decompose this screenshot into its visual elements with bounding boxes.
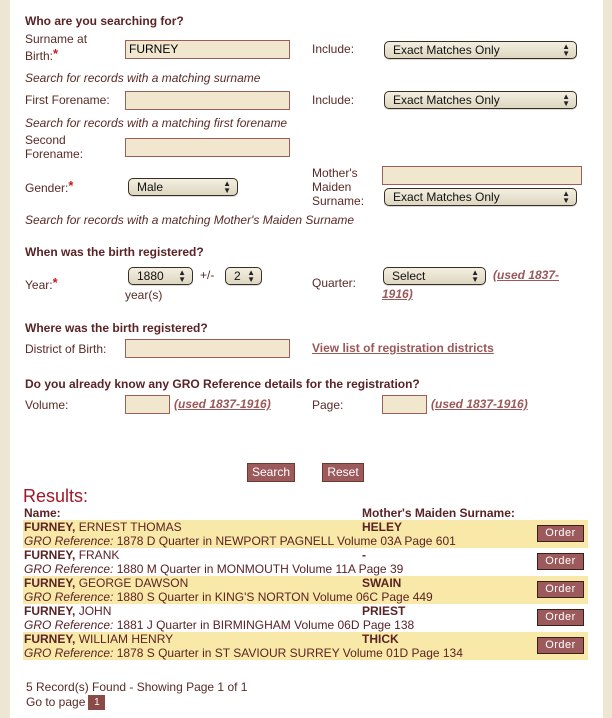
result-row — [23, 576, 588, 604]
select-arrows-icon: ▲ ▼ — [562, 92, 570, 108]
select-arrows-icon: ▲ ▼ — [471, 268, 479, 284]
search-form-panel — [10, 0, 603, 718]
mms-hint: Search for records with a matching Mother's Maiden Surname — [25, 213, 355, 227]
page-note-link[interactable]: (used 1837-1916) — [431, 397, 528, 411]
result-surname: FURNEY, — [24, 576, 76, 590]
gro-heading: Do you already know any GRO Reference details for the registration? — [25, 377, 420, 391]
second-forename-input[interactable] — [125, 138, 290, 157]
column-header-name: Name: — [24, 506, 61, 520]
required-marker: * — [52, 275, 58, 290]
page-label: Page: — [312, 398, 344, 412]
result-name — [24, 604, 111, 618]
gro-ref-value: 1878 S Quarter in ST SAVIOUR SURREY Volume 01D Page 134 — [116, 646, 463, 660]
surname-label-text: Birth: — [25, 49, 54, 63]
select-arrows-icon: ▲ ▼ — [223, 179, 231, 195]
volume-note-link[interactable]: (used 1837-1916) — [174, 397, 271, 411]
result-row — [23, 520, 588, 548]
quarter-label: Quarter: — [312, 276, 357, 290]
gender-label-text: Gender: — [25, 181, 69, 195]
column-header-mms: Mother's Maiden Surname: — [362, 506, 515, 520]
results-summary: 5 Record(s) Found - Showing Page 1 of 1 — [26, 680, 248, 694]
result-mms: - — [362, 548, 366, 562]
goto-page-label: Go to page — [26, 695, 86, 709]
required-marker: * — [53, 46, 59, 61]
result-row — [23, 548, 588, 576]
gro-ref-prefix: GRO Reference: — [24, 618, 114, 632]
result-surname: FURNEY, — [24, 520, 76, 534]
pagination — [26, 695, 105, 710]
search-button[interactable]: Search — [247, 463, 295, 482]
first-forename-hint: Search for records with a matching first forename — [25, 116, 288, 130]
surname-include-label: Include: — [312, 42, 355, 56]
page-1-button[interactable]: 1 — [88, 695, 105, 710]
district-label: District of Birth: — [25, 342, 107, 356]
year-value: 1880 — [137, 269, 164, 283]
year-range-value: 2 — [234, 269, 241, 283]
year-label — [25, 277, 58, 294]
order-button[interactable]: Order — [537, 609, 584, 626]
result-forenames: JOHN — [78, 604, 112, 618]
quarter-value: Select — [392, 269, 426, 283]
first-forename-include-label: Include: — [312, 93, 355, 107]
quarter-select[interactable] — [383, 267, 486, 285]
mms-label — [312, 166, 364, 208]
mms-label-line2: Maiden — [312, 180, 352, 194]
gro-ref-value: 1878 D Quarter in NEWPORT PAGNELL Volume 03A Page 601 — [116, 534, 456, 548]
gro-ref-value: 1880 M Quarter in MONMOUTH Volume 11A Page 39 — [116, 562, 404, 576]
gender-value: Male — [137, 180, 164, 194]
result-gro-reference — [24, 618, 414, 632]
view-districts-link[interactable]: View list of registration districts — [312, 341, 494, 355]
result-name — [24, 548, 119, 562]
result-forenames: FRANK — [78, 548, 120, 562]
surname-label-line1: Surname at — [25, 32, 88, 46]
second-forename-label-line2: Forename: — [25, 147, 84, 161]
district-input[interactable] — [125, 339, 290, 358]
surname-label — [25, 31, 87, 65]
result-surname: FURNEY, — [24, 548, 76, 562]
result-surname: FURNEY, — [24, 604, 76, 618]
mms-label-line1: Mother's — [312, 166, 358, 180]
result-name — [24, 520, 182, 534]
result-mms: PRIEST — [362, 604, 406, 618]
order-button[interactable]: Order — [537, 553, 584, 570]
result-row — [23, 632, 588, 660]
result-gro-reference — [24, 646, 463, 660]
result-forenames: GEORGE DAWSON — [78, 576, 189, 590]
reset-button[interactable]: Reset — [322, 463, 364, 482]
order-button[interactable]: Order — [537, 637, 584, 654]
result-mms: HELEY — [362, 520, 403, 534]
results-title: Results: — [23, 486, 89, 506]
quarter-note-link[interactable]: (used 1837- — [493, 268, 560, 282]
plus-minus-label: +/- — [200, 268, 215, 282]
result-name — [24, 576, 188, 590]
year-range-select[interactable] — [225, 267, 262, 285]
result-gro-reference — [24, 562, 403, 576]
result-forenames: WILLIAM HENRY — [78, 632, 174, 646]
first-forename-label: First Forename: — [25, 93, 110, 107]
gro-ref-prefix: GRO Reference: — [24, 590, 114, 604]
first-forename-input[interactable] — [125, 91, 290, 110]
gro-ref-prefix: GRO Reference: — [24, 562, 114, 576]
select-arrows-icon: ▲ ▼ — [562, 42, 570, 58]
order-button[interactable]: Order — [537, 581, 584, 598]
year-select[interactable] — [128, 267, 193, 285]
surname-hint: Search for records with a matching surname — [25, 71, 261, 85]
surname-label-line2 — [25, 48, 87, 65]
second-forename-label — [25, 133, 83, 161]
result-mms: SWAIN — [362, 576, 402, 590]
when-heading: When was the birth registered? — [25, 245, 204, 259]
result-name — [24, 632, 173, 646]
mms-input[interactable] — [382, 166, 582, 185]
first-forename-include-value: Exact Matches Only — [393, 93, 500, 107]
second-forename-label-line1: Second — [25, 133, 66, 147]
quarter-note-link-cont[interactable]: 1916) — [382, 287, 413, 301]
mms-include-value: Exact Matches Only — [393, 190, 500, 204]
gro-ref-prefix: GRO Reference: — [24, 646, 114, 660]
where-heading: Where was the birth registered? — [25, 321, 208, 335]
who-heading: Who are you searching for? — [25, 14, 184, 28]
page-input[interactable] — [382, 395, 427, 414]
surname-include-select[interactable] — [384, 41, 577, 59]
select-arrows-icon: ▲ ▼ — [247, 268, 255, 284]
mms-include-select[interactable] — [384, 188, 577, 206]
result-row — [23, 604, 588, 632]
volume-label: Volume: — [25, 398, 69, 412]
first-forename-include-select[interactable] — [384, 91, 577, 109]
year-label-text: Year: — [25, 278, 53, 292]
gro-ref-prefix: GRO Reference: — [24, 534, 114, 548]
select-arrows-icon: ▲ ▼ — [562, 189, 570, 205]
mms-label-line3: Surname: — [312, 194, 365, 208]
gro-ref-value: 1881 J Quarter in BIRMINGHAM Volume 06D Page 138 — [116, 618, 415, 632]
select-arrows-icon: ▲ ▼ — [178, 268, 186, 284]
surname-input[interactable]: FURNEY — [125, 40, 290, 59]
gender-label — [25, 180, 73, 197]
gender-select[interactable] — [128, 178, 238, 196]
result-forenames: ERNEST THOMAS — [78, 520, 182, 534]
result-gro-reference — [24, 590, 433, 604]
result-surname: FURNEY, — [24, 632, 76, 646]
order-button[interactable]: Order — [537, 525, 584, 542]
gro-ref-value: 1880 S Quarter in KING'S NORTON Volume 06C Page 449 — [116, 590, 433, 604]
result-gro-reference — [24, 534, 456, 548]
surname-include-value: Exact Matches Only — [393, 43, 500, 57]
result-mms: THICK — [362, 632, 399, 646]
years-unit-label: year(s) — [125, 288, 163, 302]
volume-input[interactable] — [125, 395, 170, 414]
required-marker: * — [68, 178, 74, 193]
